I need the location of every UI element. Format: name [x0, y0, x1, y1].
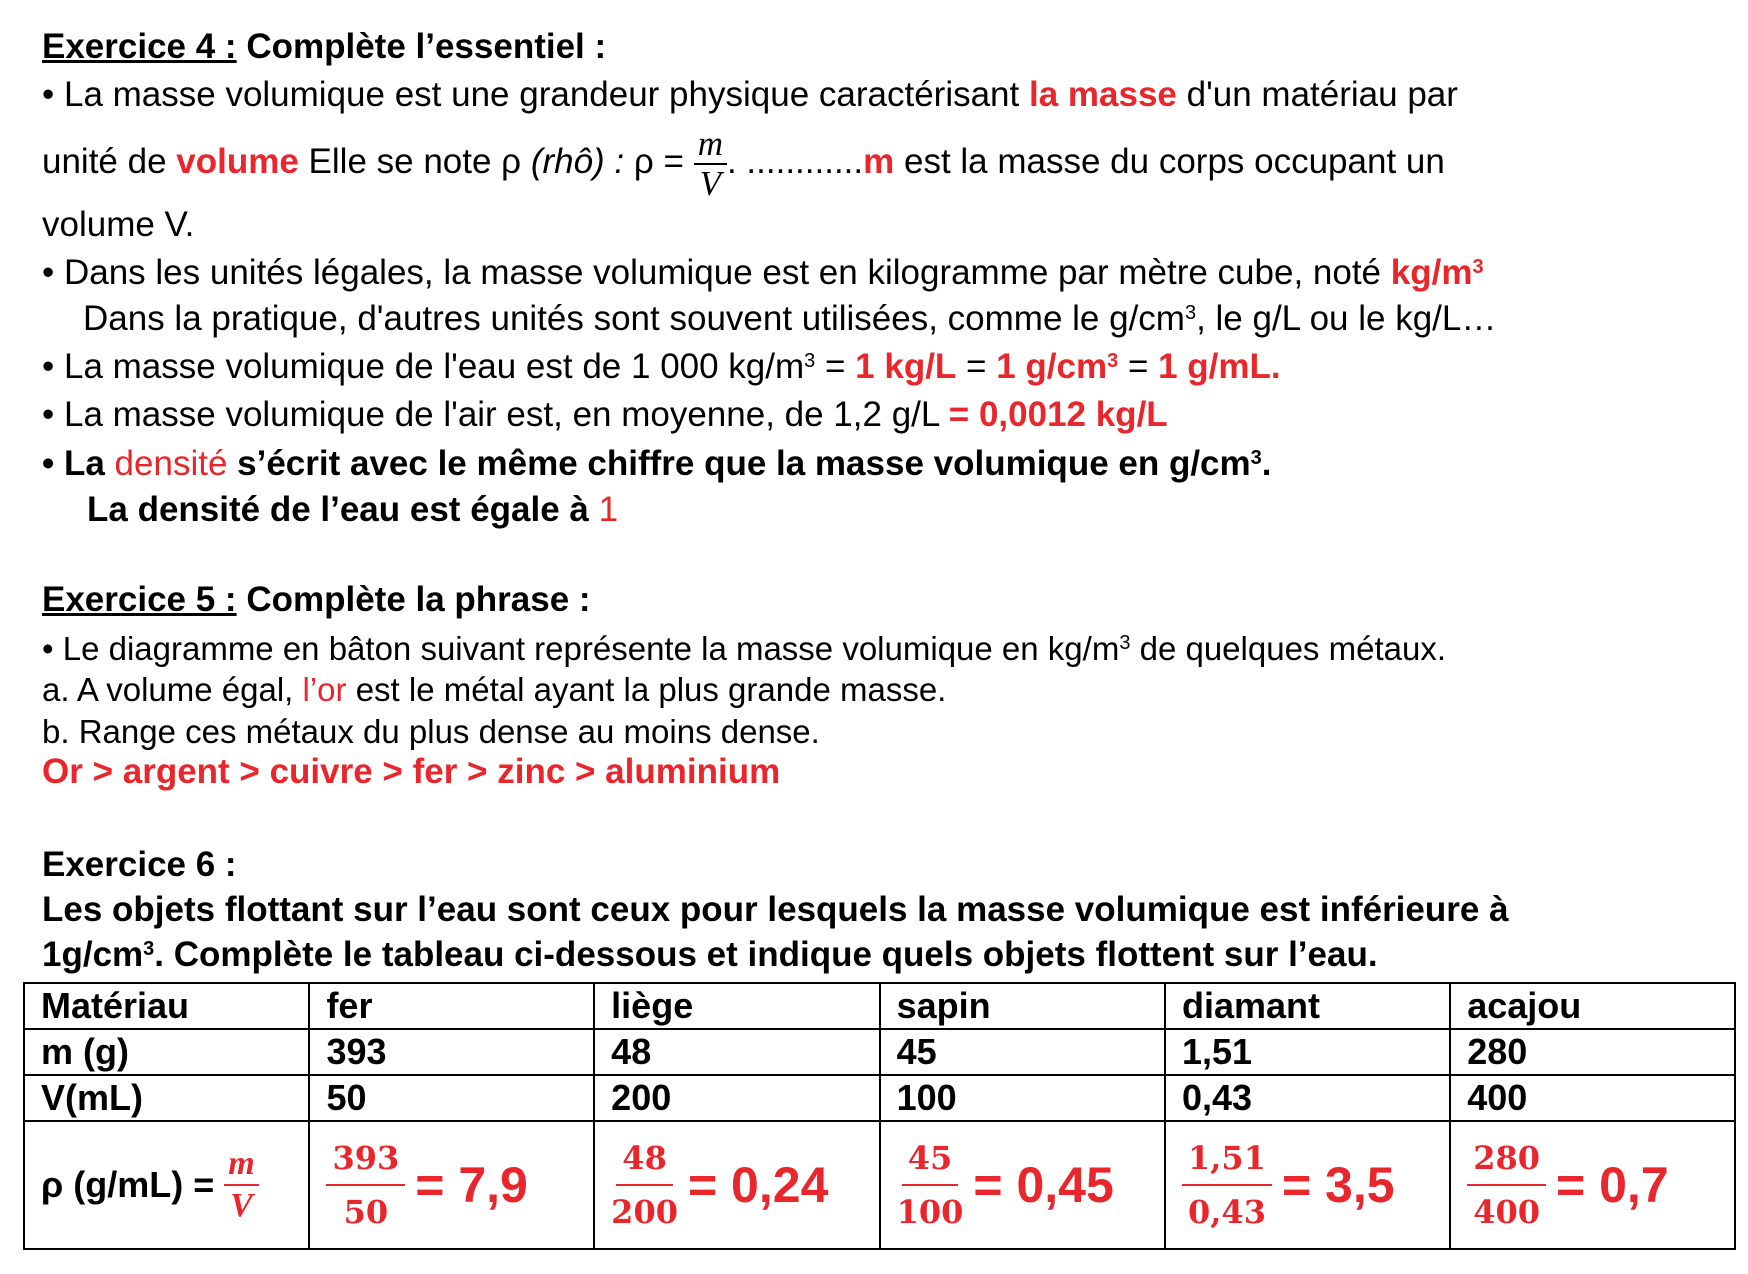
frac-num: 48 — [616, 1132, 673, 1186]
density-table — [23, 982, 1736, 1250]
header-cell: sapin — [880, 983, 1165, 1029]
header-cell: acajou — [1450, 983, 1735, 1029]
text: d'un matériau par — [1176, 75, 1458, 114]
table-cell: 280 — [1450, 1029, 1735, 1075]
superscript: 3 — [1250, 447, 1262, 469]
text: La densité de l’eau est égale à — [87, 490, 599, 529]
ex5-answer — [42, 752, 780, 792]
ex5-title: Complète la phrase : — [236, 580, 591, 619]
result: = 7,9 — [415, 1157, 528, 1213]
superscript: 3 — [1184, 302, 1197, 324]
text: • La masse volumique est une grandeur physique caractérisant — [42, 75, 1029, 114]
rho-fraction — [694, 125, 727, 203]
frac-num: m — [224, 1144, 258, 1186]
frac-den: 100 — [896, 1193, 964, 1231]
superscript: 3 — [143, 938, 155, 960]
text: • La masse volumique de l'air est, en moyenne, de 1,2 g/L — [42, 395, 949, 434]
text: s’écrit avec le même chiffre que la masse volumique en g/cm — [227, 444, 1251, 483]
superscript: 3 — [1107, 350, 1119, 372]
table-cell — [1450, 1121, 1735, 1249]
ex4-bullet2-line1 — [42, 253, 1484, 293]
ex5-label: Exercice 5 : — [42, 580, 237, 619]
row-label: m (g) — [24, 1029, 309, 1075]
fraction — [1467, 1132, 1546, 1238]
frac-den: V — [699, 163, 722, 203]
table-cell: 393 — [309, 1029, 594, 1075]
table-cell: 45 — [880, 1029, 1165, 1075]
text: = — [815, 347, 856, 386]
text: Dans la pratique, d'autres unités sont souvent utilisées, comme le g/cm — [83, 299, 1185, 338]
ex4-bullet3 — [42, 347, 1281, 387]
answer: 1 — [598, 490, 619, 529]
frac-num: 280 — [1467, 1132, 1546, 1186]
ex4-label: Exercice 4 : — [42, 27, 237, 66]
ex4-title: Complète l’essentiel : — [236, 27, 607, 66]
answer: la masse — [1028, 75, 1177, 114]
ex4-bullet5-line1 — [42, 444, 1272, 484]
table-header-row — [24, 983, 1735, 1029]
text: Elle se note ρ — [298, 142, 531, 181]
ex4-bullet1-line2 — [42, 120, 1445, 204]
text: = — [956, 347, 997, 386]
answer: kg/m — [1390, 253, 1473, 292]
text: = — [1118, 347, 1159, 386]
fraction — [611, 1132, 678, 1238]
text: . ............ — [726, 142, 864, 181]
fraction — [897, 1132, 964, 1238]
text: volume V. — [42, 205, 195, 244]
ex4-bullet4 — [42, 395, 1168, 435]
text: . — [1261, 444, 1272, 483]
ex4-bullet1-line3 — [42, 205, 194, 245]
text: • La — [42, 444, 115, 483]
text: est la masse du corps occupant un — [894, 142, 1445, 181]
ex4-bullet2-line2 — [83, 299, 1496, 339]
result: = 0,45 — [973, 1157, 1114, 1213]
table-cell: 100 — [880, 1075, 1165, 1121]
frac-num: 45 — [902, 1132, 959, 1186]
table-cell: 50 — [309, 1075, 594, 1121]
result: = 0,7 — [1556, 1157, 1669, 1213]
frac-num: 1,51 — [1182, 1132, 1272, 1186]
answer: Or > argent > cuivre > fer > zinc > aluminium — [42, 752, 781, 791]
result: = 3,5 — [1281, 1157, 1395, 1213]
ex6-text2 — [42, 935, 1378, 975]
text: b. Range ces métaux du plus dense au moins dense. — [42, 713, 820, 750]
frac-num: m — [694, 125, 727, 165]
answer: 1 kg/L — [855, 347, 957, 386]
ex5-heading — [42, 580, 591, 620]
table-cell — [594, 1121, 879, 1249]
header-cell: Matériau — [24, 983, 309, 1029]
table-cell — [309, 1121, 594, 1249]
answer: l’or — [302, 671, 347, 708]
table-row-density — [24, 1121, 1735, 1249]
row-label — [24, 1121, 309, 1249]
result: = 0,24 — [687, 1157, 829, 1213]
text: de quelques métaux. — [1130, 630, 1446, 667]
frac-den: 200 — [611, 1193, 678, 1231]
table-row-mass — [24, 1029, 1735, 1075]
fraction — [326, 1132, 405, 1238]
superscript: 3 — [804, 350, 816, 372]
ex6-title — [42, 845, 237, 885]
ex6-text1 — [42, 890, 1509, 930]
table-cell: 48 — [594, 1029, 879, 1075]
ex5-line1 — [42, 629, 1446, 669]
answer: 1 g/cm — [996, 347, 1108, 386]
header-cell: fer — [309, 983, 594, 1029]
text: , le g/L ou le kg/L… — [1196, 299, 1497, 338]
table-cell: 400 — [1450, 1075, 1735, 1121]
text: ρ (g/mL) = — [41, 1164, 225, 1205]
frac-den: 0,43 — [1188, 1193, 1266, 1231]
table-cell: 1,51 — [1165, 1029, 1450, 1075]
ex4-heading — [42, 27, 606, 67]
text: unité de — [42, 142, 177, 181]
table-cell — [1165, 1121, 1450, 1249]
ex5-line2 — [42, 670, 946, 710]
text: (rhô) : — [530, 142, 625, 181]
ex4-bullet1-line1 — [42, 75, 1458, 115]
text: Exercice 6 : — [42, 845, 237, 884]
ex5-line3 — [42, 712, 820, 752]
answer: 1 g/mL. — [1158, 347, 1281, 386]
ex4-bullet5-line2 — [87, 490, 618, 530]
text: ρ = — [624, 142, 694, 181]
table-cell: 200 — [594, 1075, 879, 1121]
header-cell: liège — [594, 983, 879, 1029]
text: 1g/cm — [42, 935, 144, 974]
superscript: 3 — [1472, 256, 1484, 278]
frac-den: 400 — [1473, 1193, 1541, 1231]
row-label: V(mL) — [24, 1075, 309, 1121]
fraction — [1182, 1132, 1272, 1238]
text: • Le diagramme en bâton suivant représente la masse volumique en kg/m — [42, 630, 1120, 667]
rho-fraction — [224, 1144, 258, 1226]
table-cell — [880, 1121, 1165, 1249]
text: a. A volume égal, — [42, 671, 303, 708]
frac-num: 393 — [326, 1132, 405, 1186]
header-cell: diamant — [1165, 983, 1450, 1029]
frac-den: 50 — [343, 1193, 389, 1231]
text: est le métal ayant la plus grande masse. — [346, 671, 947, 708]
answer: volume — [176, 142, 299, 181]
frac-den: V — [230, 1187, 253, 1224]
table-row-volume — [24, 1075, 1735, 1121]
text: • La masse volumique de l'eau est de 1 000 kg/m — [42, 347, 805, 386]
text: . Complète le tableau ci-dessous et indique quels objets flottent sur l’eau. — [154, 935, 1378, 974]
superscript: 3 — [1119, 632, 1131, 654]
answer: = 0,0012 kg/L — [948, 395, 1168, 434]
answer: m — [863, 142, 895, 181]
text: Les objets flottant sur l’eau sont ceux pour lesquels la masse volumique est inférieure à — [42, 890, 1509, 929]
table-cell: 0,43 — [1165, 1075, 1450, 1121]
text: • Dans les unités légales, la masse volumique est en kilogramme par mètre cube, noté — [42, 253, 1391, 292]
answer: densité — [114, 444, 228, 483]
